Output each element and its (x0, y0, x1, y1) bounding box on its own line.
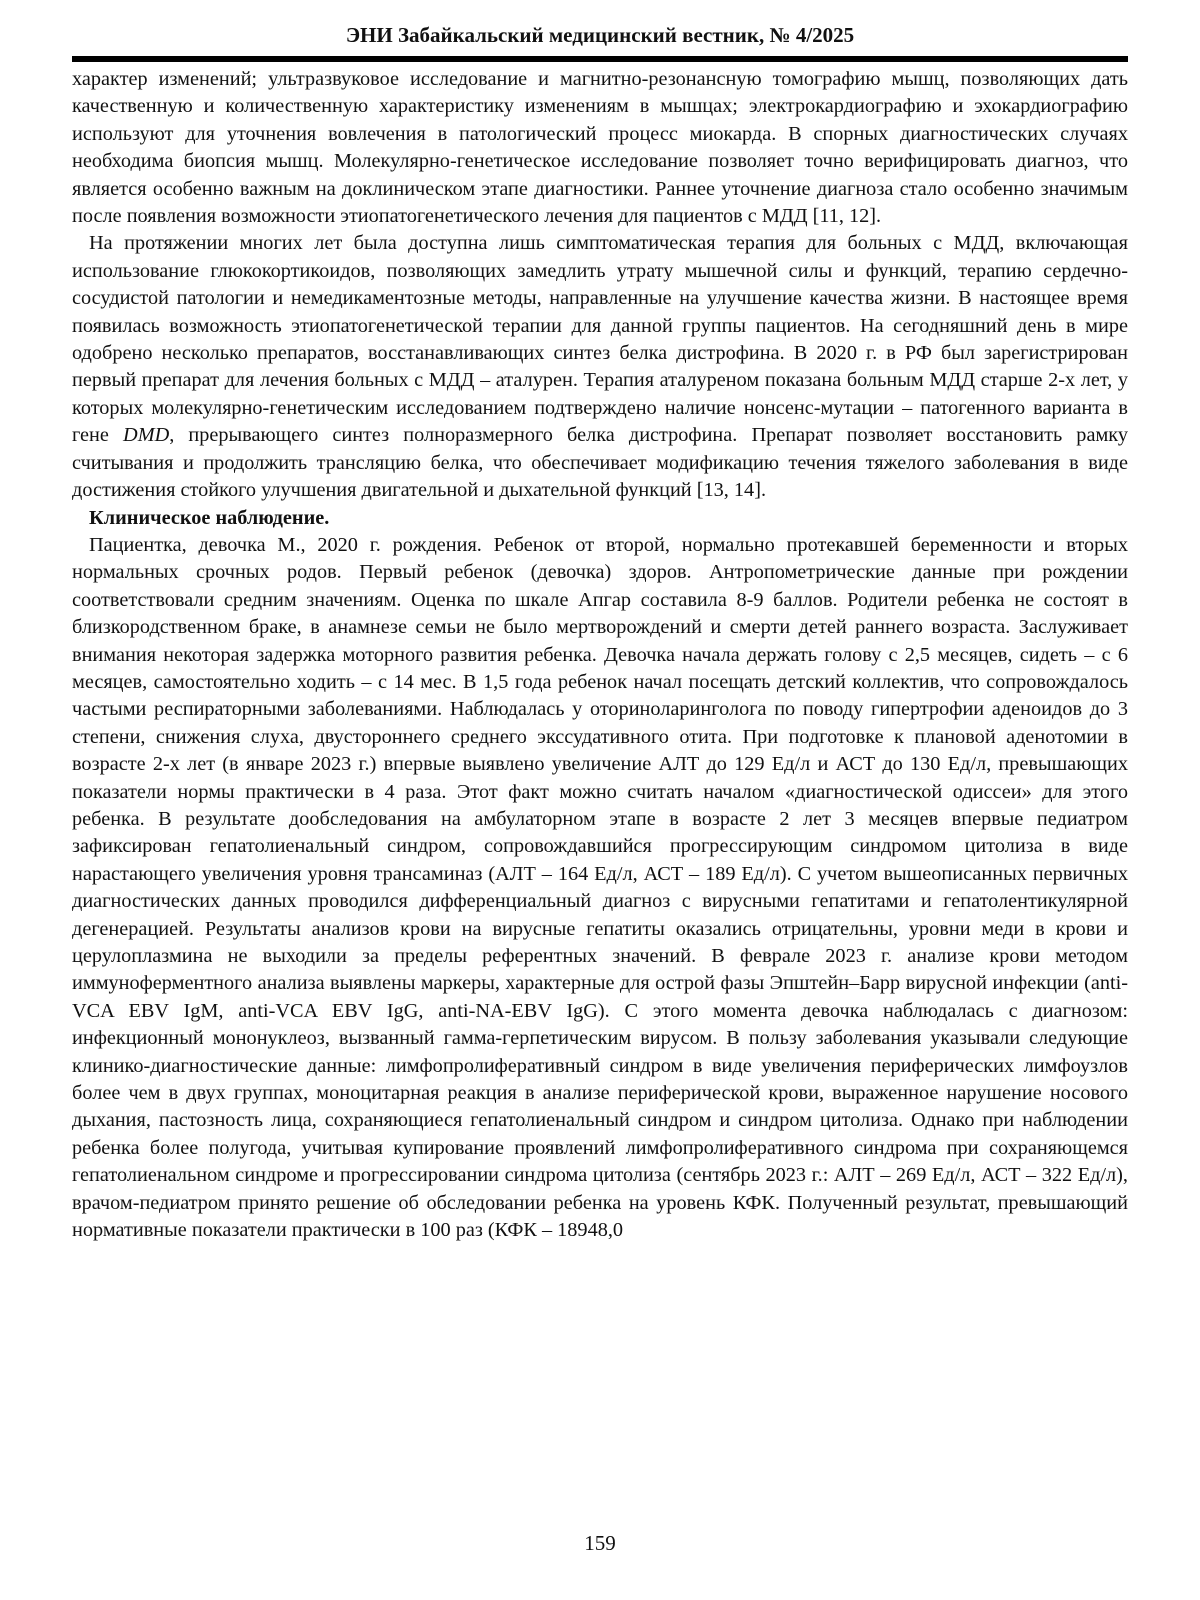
paragraph-therapy-text-2: , прерывающего синтез полноразмерного белка дистрофина. Препарат позволяет восстановить рамку считывания и продолжить трансляцию белка, что обеспечивает модификацию течения тяжелого заболевания в виде достижения стойкого улучшения двигательной и дыхательной функций [13, 14]. (72, 424, 1128, 502)
paragraph-case-report: Пациентка, девочка М., 2020 г. рождения. Ребенок от второй, нормально протекавшей беременности и вторых нормальных срочных родов. Первый ребенок (девочка) здоров. Антропометрические данные при рождении соответствовали средним значениям. Оценка по шкале Апгар составила 8-9 баллов. Родители ребенка не состоят в близкородственном браке, в анамнезе семьи не было мертворождений и смерти детей раннего возраста. Заслуживает внимания некоторая задержка моторного развития ребенка. Девочка начала держать голову с 2,5 месяцев, сидеть – с 6 месяцев, самостоятельно ходить – с 14 мес. В 1,5 года ребенок начал посещать детский коллектив, что сопровождалось частыми респираторными заболеваниями. Наблюдалась у оториноларинголога по поводу гипертрофии аденоидов до 3 степени, снижения слуха, двустороннего среднего экссудативного отита. При подготовке к плановой аденотомии в возрасте 2-х лет (в январе 2023 г.) впервые выявлено увеличение АЛТ до 129 Ед/л и АСТ до 130 Ед/л, превышающих показатели нормы практически в 4 раза. Этот факт можно считать началом «диагностической одиссеи» для этого ребенка. В результате дообследования на амбулаторном этапе в возрасте 2 лет 3 месяцев впервые педиатром зафиксирован гепатолиенальный синдром, сопровождавшийся прогрессирующим синдромом цитолиза в виде нарастающего увеличения уровня трансаминаз (АЛТ – 164 Ед/л, АСТ – 189 Ед/л). С учетом вышеописанных первичных диагностических данных проводился дифференциальный диагноз с вирусными гепатитами и гепатолентикулярной дегенерацией. Результаты анализов крови на вирусные гепатиты оказались отрицательны, уровни меди в крови и церулоплазмина не выходили за пределы референтных значений. В феврале 2023 г. анализе крови методом иммуноферментного анализа выявлены маркеры, характерные для острой фазы Эпштейн–Барр вирусной инфекции (anti-VCA EBV IgM, anti-VCA EBV IgG, anti-NA-EBV IgG). С этого момента девочка наблюдалась с диагнозом: инфекционный мононуклеоз, вызванный гамма-герпетическим вирусом. В пользу заболевания указывали следующие клинико-диагностические данные: лимфопролиферативный синдром в виде увеличения периферических лимфоузлов более чем в двух группах, моноцитарная реакция в анализе периферической крови, выраженное нарушение носового дыхания, пастозность лица, сохраняющиеся гепатолиенальный синдром и синдром цитолиза. Однако при наблюдении ребенка более полугода, учитывая купирование проявлений лимфопролиферативного синдрома при сохраняющемся гепатолиенальном синдроме и прогрессировании синдрома цитолиза (сентябрь 2023 г.: АЛТ – 269 Ед/л, АСТ – 322 Ед/л), врачом-педиатром принято решение об обследовании ребенка на уровень КФК. Полученный результат, превышающий нормативные показатели практически в 100 раз (КФК – 18948,0 (72, 533, 1128, 1242)
paragraph-therapy-text-1: На протяжении многих лет была доступна лишь симптоматическая терапия для больных с МДД, включающая использование глюкокортикоидов, позволяющих замедлить утрату мышечной силы и функций, терапию сердечно-сосудистой патологии и немедикаментозные методы, направленные на улучшение качества жизни. В настоящее время появилась возможность этиопатогенетической терапии для данной группы пациентов. На сегодняшний день в мире одобрено несколько препаратов, восстанавливающих синтез белка дистрофина. В 2020 г. в РФ был зарегистрирован первый препарат для лечения больных с МДД – аталурен. Терапия аталуреном показана больным МДД старше 2-х лет, у которых молекулярно-генетическим исследованием подтверждено наличие нонсенс-мутации – патогенного варианта в гене (72, 232, 1128, 447)
article-body (72, 66, 1128, 1244)
running-header: ЭНИ Забайкальский медицинский вестник, № 4/2025 (345, 23, 855, 47)
page-number: 159 (584, 1531, 616, 1555)
header-rule (72, 56, 1128, 62)
journal-page (72, 18, 1128, 1588)
paragraph-diagnostics: характер изменений; ультразвуковое исследование и магнитно-резонансную томографию мышц, позволяющих дать качественную и количественную характеристику изменениям в мышцах; электрокардиографию и эхокардиографию используют для уточнения вовлечения в патологический процесс миокарда. В спорных диагностических случаях необходима биопсия мышц. Молекулярно-генетическое исследование позволяет точно верифицировать диагноз, что является особенно важным на доклиническом этапе диагностики. Раннее уточнение диагноза стало особенно значимым после появления возможности этиопатогенетического лечения для пациентов с МДД [11, 12]. (72, 68, 1128, 228)
gene-name: DMD (123, 424, 170, 447)
paragraph-therapy (72, 230, 1128, 504)
section-heading: Клиническое наблюдение. (89, 506, 330, 529)
